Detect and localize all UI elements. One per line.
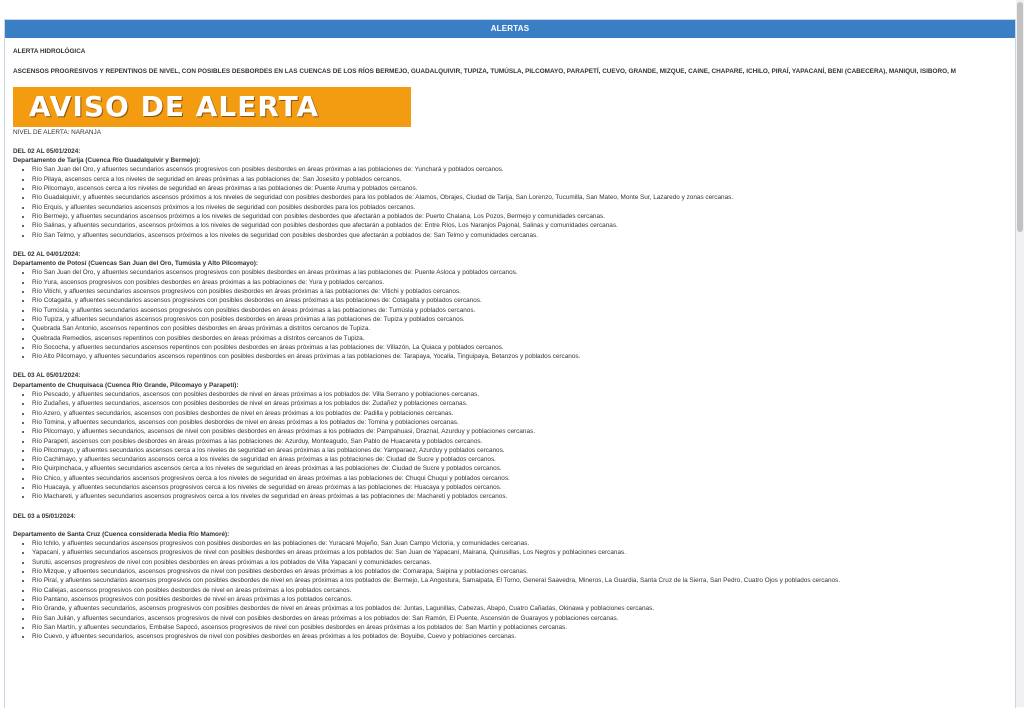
list-item: • Río Azero, y afluentes secundarios, ascensos con posibles desbordes de nivel en áreas próximas a los poblados de: Padilla y poblaciones cercanas. <box>32 409 1007 418</box>
list-item: • Río Ichilo, y afluentes secundarios ascensos progresivos con posibles desbordes en las poblaciones de: Yuracaré Mojeño, San Juan Campo Victoria, y comunidades cercanas. <box>32 539 1007 548</box>
list-item: • Río Cuevo, y afluentes secundarios, ascensos progresivos de nivel con posibles desbordes en áreas próximas a los poblados de: Boyuibe, Cuevo y poblaciones cercanas. <box>32 632 1007 641</box>
list-item: • Río Chico, y afluentes secundarios ascensos progresivos cerca a los niveles de seguridad en áreas próximas a las poblaciones de: Chuqui Chuqui y poblados cercanos. <box>32 474 1007 483</box>
list-item: • Río Tumúsla, y afluentes secundarios ascensos progresivos con posibles desbordes en áreas próximas a las poblaciones de: Tumúsla y poblados cercanos. <box>32 306 1007 315</box>
alert-banner-text: AVISO DE ALERTA <box>29 89 320 123</box>
list-item: • Río Pescado, y afluentes secundarios, ascensos con posibles desbordes de nivel en áreas próximas a los poblados de: Villa Serrano y poblaciones cercanas. <box>32 390 1007 399</box>
list-item: • Río Quirpinchaca, y afluentes secundarios ascensos cerca a los niveles de seguridad en áreas próximas a las poblaciones de: Ciudad de Sucre y poblados cercanos. <box>32 464 1007 473</box>
list-item: • Río Yura, ascensos progresivos con posibles desbordes en áreas próximas a las poblaciones de: Yura y poblados cercanos. <box>32 278 1007 287</box>
list-item: • Río Parapetí, ascensos con posibles desbordes en áreas próximas a las poblaciones de: Azurduy, Monteagudo, San Pablo de Huacareta y poblados cercanos. <box>32 437 1007 446</box>
section-department: Departamento de Tarija (Cuenca Río Guadalquivir y Bermejo): <box>13 157 201 165</box>
list-item: • Río San Martín, y afluentes secundarios, Embalse Sapocó, ascensos progresivos de nivel con posibles desbordes en áreas próximas a los poblados de: San Martín y poblaciones cercanas. <box>32 623 1007 632</box>
river-list <box>13 390 1007 502</box>
list-item: • Río Erquis, y afluentes secundarios ascensos próximos a los niveles de seguridad con posibles desbordes para los poblados cercanos. <box>32 203 1007 212</box>
list-item: • Río Salinas, y afluentes secundarios, ascensos próximos a los niveles de seguridad con posibles desbordes que afectarán a poblados de: Entre Ríos, Los Naranjos Pajonal, Salinas y comunidades cercanas. <box>32 221 1007 230</box>
list-item: • Río Huacaya, y afluentes secundarios ascensos progresivos cerca a los niveles de seguridad en áreas próximas a las poblaciones de: Huacaya y poblados cercanos. <box>32 483 1007 492</box>
document-title: ALERTA HIDROLÓGICA <box>13 48 86 55</box>
river-list <box>13 539 1007 641</box>
list-item: • Río Grande, y afluentes secundarios, ascensos progresivos con posibles desbordes de nivel en áreas próximas a los poblados de: Juntas, Lagunillas, Cabezas, Abapó, Cuatro Cañadas, Okinawa y poblaciones cercanas. <box>32 604 1007 613</box>
list-item: • Río Pilcomayo, y afluentes secundarios, ascensos de nivel con posibles desbordes en áreas próximas a los poblados de: Pampahuasi, Draznal, Azurduy y poblaciones cercanas. <box>32 427 1007 436</box>
list-item: • Río Machareti, y afluentes secundarios ascensos progresivos cerca a los niveles de seguridad en áreas próximas a las poblaciones de: Machareti y poblados cercanos. <box>32 492 1007 501</box>
list-item: • Río Callejas, ascensos progresivos con posibles desbordes de nivel en áreas próximas a los poblados cercanos. <box>32 586 1007 595</box>
alert-content <box>5 38 1015 641</box>
section-date: DEL 02 AL 05/01/2024: <box>13 147 81 155</box>
alert-banner <box>13 87 411 127</box>
list-item: • Río Sococha, y afluentes secundarios ascensos repentinos con posibles desbordes en áreas próximas a las poblaciones de: Villazón, La Quiaca y poblados cercanos. <box>32 343 1007 352</box>
list-item: • Río Pilcomayo, ascensos cerca a los niveles de seguridad en áreas próximas a las poblaciones de: Puente Aruma y poblados cercanos. <box>32 184 1007 193</box>
alert-headline: ASCENSOS PROGRESIVOS Y REPENTINOS DE NIVEL, CON POSIBLES DESBORDES EN LAS CUENCAS DE LOS RÍOS BERMEJO, GUADALQUIVIR, TUPIZA, TUMÚSLA, PILCOMAYO, PARAPETÍ, CUEVO, GRANDE, MIZQUE, CAINE, CHAPARE, ICHILO, PIRAÍ, YAPACANÍ, BENI (CABECERA), MANIQUI, ISIBORO, M <box>13 68 956 76</box>
list-item: • Río San Telmo, y afluentes secundarios, ascensos próximos a los niveles de seguridad con posibles desbordes que afectarán a poblados de: San Telmo y comunidades cercanas. <box>32 231 1007 240</box>
list-item: • Río Piraí, y afluentes secundarios ascensos progresivos con posibles desbordes de nivel en áreas próximas a los poblados de: Bermejo, La Angostura, Samaipata, El Torno, General Saavedra, Mineros, La Guardia, Santa Cruz de la Sierra, San Pedro, Cuatro Ojos y poblados cercanos. <box>32 576 1007 585</box>
section-date: DEL 02 AL 04/01/2024: <box>13 250 81 258</box>
alert-level: NIVEL DE ALERTA: NARANJA <box>13 128 101 136</box>
section-department: Departamento de Chuquisaca (Cuenca Río Grande, Pilcomayo y Parapetí): <box>13 381 239 389</box>
scrollbar-thumb[interactable] <box>1017 2 1023 232</box>
section-date: DEL 03 AL 05/01/2024: <box>13 372 81 380</box>
section-department: Departamento de Potosí (Cuencas San Juan del Oro, Tumúsla y Alto Pilcomayo): <box>13 260 259 268</box>
list-item: • Río San Juan del Oro, y afluentes secundarios ascensos progresivos con posibles desbordes en áreas próximas a las poblaciones de: Puente Asloca y poblados cercanos. <box>32 268 1007 277</box>
list-item: • Río Vitichi, y afluentes secundarios ascensos progresivos con posibles desbordes en áreas próximas a las poblaciones de: Vitichi y poblados cercanos. <box>32 287 1007 296</box>
list-item: • Surutú, ascensos progresivos de nivel con posibles desbordes en áreas próximas a los poblados de Villa Yapacaní y comunidades cercanas. <box>32 558 1007 567</box>
alert-section <box>13 371 1007 501</box>
list-item: • Río Pilcomayo, y afluentes secundarios ascensos cerca a los niveles de seguridad en áreas próximas a las poblaciones de: Yamparaez, Azurduy y poblados cercanos. <box>32 446 1007 455</box>
list-item: • Río Pilaya, ascensos cerca a los niveles de seguridad en áreas próximas a las poblaciones de: San Josesito y poblados cercanos. <box>32 175 1007 184</box>
alert-section <box>13 512 1007 642</box>
list-item: • Río Alto Pilcomayo, y afluentes secundarios ascensos repentinos con posibles desbordes en áreas próximas a las poblaciones de: Tarapaya, Yocalla, Tinguipaya, Betanzos y poblados cercanos. <box>32 352 1007 361</box>
list-item: • Quebrada Remedios, ascensos repentinos con posibles desbordes en áreas próximas a distritos cercanos de Tupiza. <box>32 334 1007 343</box>
list-item: • Río Cotagaita, y afluentes secundarios ascensos progresivos con posibles desbordes en áreas próximas a las poblaciones de: Cotagaita y poblados cercanos. <box>32 296 1007 305</box>
list-item: • Quebrada San Antonio, ascensos repentinos con posibles desbordes en áreas próximas a distritos cercanos de Tupiza. <box>32 324 1007 333</box>
river-list <box>13 268 1007 361</box>
list-item: • Río San Juan del Oro, y afluentes secundarios ascensos progresivos con posibles desbordes en áreas próximas a las poblaciones de: Yunchará y poblados cercanos. <box>32 165 1007 174</box>
list-item: • Río Bermejo, y afluentes secundarios ascensos próximos a los niveles de seguridad con posibles desbordes que afectarán a poblados de: Puerto Chalana, Los Pozos, Bermejo y comunidades cercanas. <box>32 212 1007 221</box>
list-item: • Río Tomina, y afluentes secundarios, ascensos con posibles desbordes de nivel en áreas próximas a los poblados de: Tomina y poblaciones cercanas. <box>32 418 1007 427</box>
alert-section <box>13 250 1007 362</box>
river-list <box>13 165 1007 239</box>
alert-section <box>13 147 1007 240</box>
section-date: DEL 03 a 05/01/2024: <box>13 512 76 520</box>
list-item: • Río Cachimayo, y afluentes secundarios ascensos cerca a los niveles de seguridad en áreas próximas a las poblaciones de: Ciudad de Sucre y poblados cercanos. <box>32 455 1007 464</box>
list-item: • Yapacaní, y afluentes secundarios ascensos progresivos de nivel con posibles desbordes en áreas próximas a los poblados de: San Juan de Yapacaní, Mairana, Quirusillas, Los Negros y poblaciones cercanas. <box>32 548 1007 557</box>
list-item: • Río San Julián, y afluentes secundarios, ascensos progresivos de nivel con posibles desbordes en áreas próximas a los poblados de: San Ramón, El Puente, Ascensión de Guarayos y poblaciones cercanas. <box>32 614 1007 623</box>
vertical-scrollbar[interactable] <box>1016 0 1024 707</box>
panel-header-title: ALERTAS <box>5 20 1015 38</box>
list-item: • Río Pantano, ascensos progresivos con posibles desbordes de nivel en áreas próximas a los poblados cercanos. <box>32 595 1007 604</box>
list-item: • Río Guadalquivir, y afluentes secundarios ascensos próximos a los niveles de seguridad con posibles desbordes para los poblados de: Alamos, Obrajes, Ciudad de Tarija, San Lorenzo, Tucumilla, San Mateo, Monte Sur, Lazaredo y zonas cercanas. <box>32 193 1007 202</box>
list-item: • Río Tupiza, y afluentes secundarios ascensos progresivos con posibles desbordes en áreas próximas a las poblaciones de: Tupiza y poblados cercanos. <box>32 315 1007 324</box>
alerts-panel <box>4 19 1016 708</box>
section-department: Departamento de Santa Cruz (Cuenca considerada Media Río Mamoré): <box>13 530 230 538</box>
list-item: • Río Mizque, y afluentes secundarios, ascensos progresivos de nivel con posibles desbordes en áreas próximas a los poblados de: Comarapa, Saipina y poblaciones cercanas. <box>32 567 1007 576</box>
list-item: • Río Zudañes, y afluentes secundarios, ascensos con posibles desbordes de nivel en áreas próximas a los poblados de: Zudañez y poblaciones cercanas. <box>32 399 1007 408</box>
